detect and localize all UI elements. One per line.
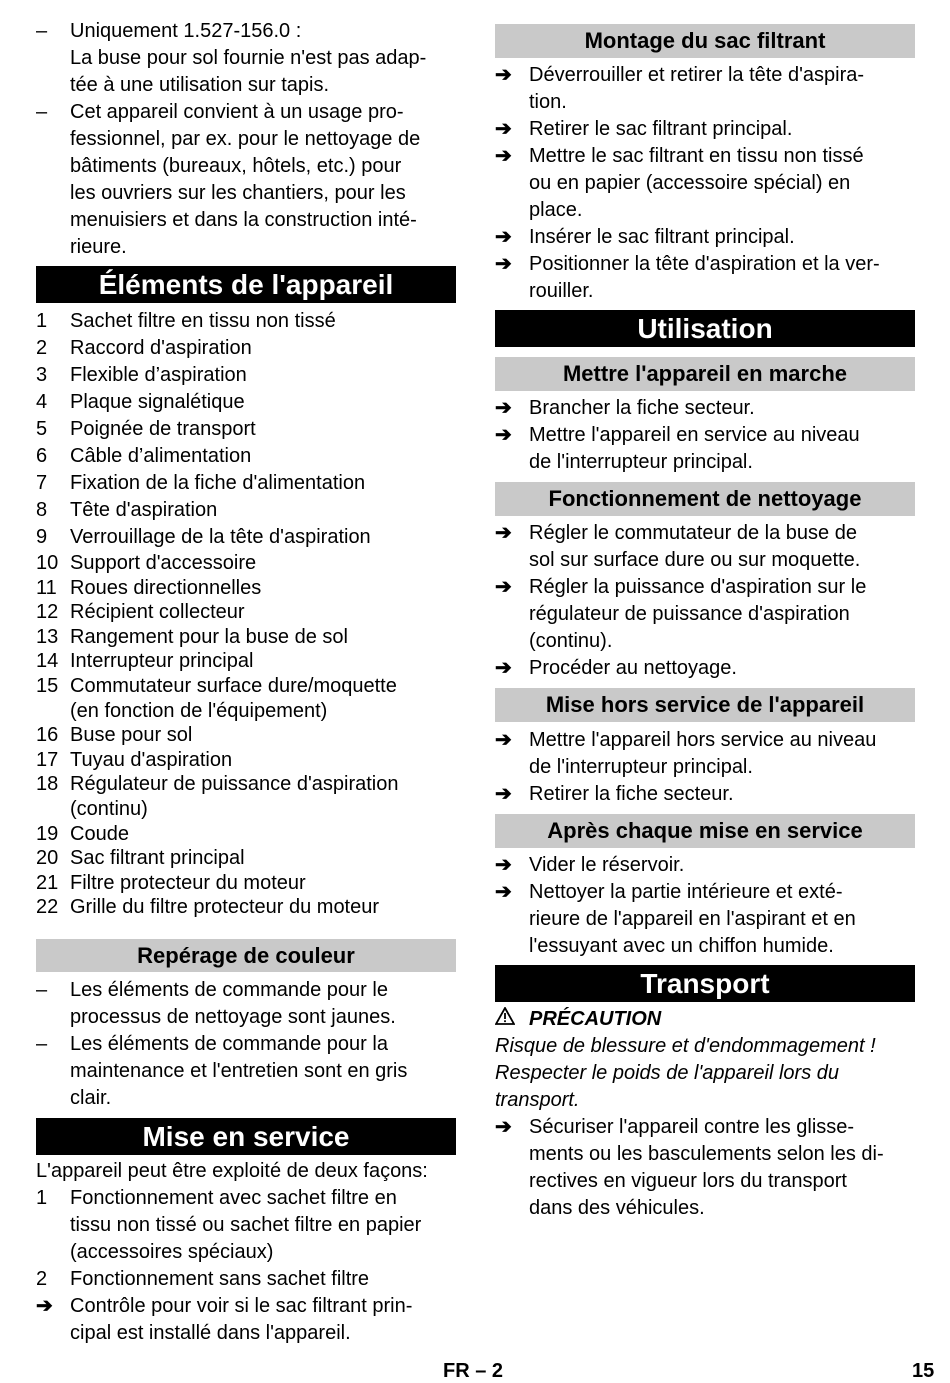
text-line: [36, 977, 456, 1004]
text-line: [495, 89, 915, 116]
text-line: [495, 278, 915, 305]
subsection-heading-hors: Mise hors service de l'appareil: [495, 688, 915, 722]
line-text: Procéder au nettoyage.: [529, 657, 737, 679]
subsection-heading-marche: Mettre l'appareil en marche: [495, 357, 915, 391]
text-line: [36, 153, 456, 180]
arrow-right-icon: ➔: [495, 424, 512, 446]
arrow-right-icon: ➔: [495, 729, 512, 751]
item-number: 13: [36, 625, 59, 648]
arrow-right-icon: ➔: [495, 118, 512, 140]
section-heading-utilisation: Utilisation: [495, 310, 915, 347]
line-text: Régler le commutateur de la buse de: [529, 522, 857, 544]
list-marker: –: [36, 979, 48, 1001]
text-line: [495, 170, 915, 197]
item-number: 20: [36, 847, 59, 870]
list-item: [36, 308, 456, 335]
list-item: [36, 625, 456, 650]
item-number: 18: [36, 773, 59, 796]
text-line: [36, 45, 456, 72]
text-line: [495, 224, 915, 251]
list-marker: –: [36, 1033, 48, 1055]
text-line: [495, 449, 915, 476]
item-number: 16: [36, 724, 59, 747]
text-line: [495, 601, 915, 628]
item-label: Commutateur surface dure/moquette: [70, 674, 397, 697]
list-item: [36, 797, 456, 822]
line-text: régulateur de puissance d'aspiration: [529, 603, 850, 625]
line-text: (accessoires spéciaux): [70, 1241, 274, 1263]
line-text: Mettre l'appareil en service au niveau: [529, 424, 860, 446]
item-number: 7: [36, 472, 48, 494]
arrow-right-icon: ➔: [495, 64, 512, 86]
text-line: [36, 180, 456, 207]
list-item: [36, 723, 456, 748]
line-text: Fonctionnement sans sachet filtre: [70, 1268, 370, 1290]
arrow-right-icon: ➔: [36, 1295, 53, 1317]
text-line: [36, 72, 456, 99]
item-number: 19: [36, 822, 59, 845]
line-text: Insérer le sac filtrant principal.: [529, 226, 795, 248]
item-label: (continu): [70, 797, 148, 820]
item-label: Grille du filtre protecteur du moteur: [70, 896, 380, 919]
list-item: [36, 443, 456, 470]
text-line: [495, 116, 915, 143]
arrow-right-icon: ➔: [495, 576, 512, 598]
subsection-heading-montage: Montage du sac filtrant: [495, 24, 915, 58]
item-label: Tuyau d'aspiration: [70, 748, 233, 771]
section-heading-transport: Transport: [495, 965, 915, 1002]
text-line: [36, 1266, 456, 1293]
text-line: [495, 879, 915, 906]
line-text: (continu).: [529, 630, 613, 652]
color-list: [36, 977, 456, 1112]
line-text: rieure de l'appareil en l'aspirant et en: [529, 908, 856, 930]
line-text: cipal est installé dans l'appareil.: [70, 1322, 351, 1344]
item-number: 15: [36, 674, 59, 697]
line-text: tion.: [529, 91, 567, 113]
line-text: rouiller.: [529, 280, 594, 302]
line-text: Régler la puissance d'aspiration sur le: [529, 576, 867, 598]
item-label: Flexible d’aspiration: [70, 364, 247, 386]
line-text: fessionnel, par ex. pour le nettoyage de: [70, 128, 421, 150]
text-line: [495, 1114, 915, 1141]
line-text: Brancher la fiche secteur.: [529, 397, 755, 419]
caution-title: [495, 1006, 915, 1033]
item-label: Support d'accessoire: [70, 552, 257, 574]
subsection-heading-apres: Après chaque mise en service: [495, 814, 915, 848]
line-text: ou en papier (accessoire spécial) en: [529, 172, 851, 194]
list-marker: 2: [36, 1268, 48, 1290]
item-number: 11: [36, 576, 57, 599]
line-text: La buse pour sol fournie n'est pas adap-: [70, 47, 427, 69]
text-line: [36, 1004, 456, 1031]
list-item: [36, 497, 456, 524]
arrow-right-icon: ➔: [495, 1116, 512, 1138]
text-line: [495, 574, 915, 601]
section-heading-elements: Éléments de l'appareil: [36, 266, 456, 303]
hors-list: [495, 727, 915, 808]
caution-label: PRÉCAUTION: [529, 1008, 662, 1030]
item-label: Sac filtrant principal: [70, 847, 245, 870]
line-text: menuisiers et dans la construction inté-: [70, 209, 417, 231]
text-line: [495, 655, 915, 682]
text-line: [495, 1141, 915, 1168]
item-number: 6: [36, 445, 48, 467]
item-label: Roues directionnelles: [70, 576, 262, 599]
line-text: Les éléments de commande pour la: [70, 1033, 388, 1055]
list-item: [36, 600, 456, 625]
arrow-right-icon: ➔: [495, 881, 512, 903]
item-label: Câble d’alimentation: [70, 445, 252, 467]
line-text: de l'interrupteur principal.: [529, 756, 753, 778]
arrow-right-icon: ➔: [495, 397, 512, 419]
text-line: [495, 62, 915, 89]
list-item: [36, 362, 456, 389]
transport-list: [495, 1114, 915, 1222]
text-line: [495, 781, 915, 808]
line-text: rieure.: [70, 236, 127, 258]
item-number: 2: [36, 337, 48, 359]
item-number: 4: [36, 391, 48, 413]
text-line: [36, 1320, 456, 1347]
text-line: [495, 628, 915, 655]
text-line: [495, 1195, 915, 1222]
line-text: clair.: [70, 1087, 112, 1109]
text-line: [36, 1185, 456, 1212]
subsection-heading-nettoyage: Fonctionnement de nettoyage: [495, 482, 915, 516]
item-label: Plaque signalétique: [70, 391, 245, 413]
list-item: [36, 576, 456, 601]
arrow-right-icon: ➔: [495, 226, 512, 248]
caution-text: [495, 1033, 915, 1114]
text-line: [495, 906, 915, 933]
arrow-right-icon: ➔: [495, 783, 512, 805]
item-number: 21: [36, 871, 59, 894]
service-intro: L'appareil peut être exploité de deux façons:: [36, 1160, 428, 1182]
item-label: Poignée de transport: [70, 418, 256, 440]
text-line: [36, 18, 456, 45]
line-text: Déverrouiller et retirer la tête d'aspira-: [529, 64, 865, 86]
item-number: 22: [36, 896, 59, 919]
list-item: [36, 389, 456, 416]
list-item: [36, 674, 456, 699]
item-number: 3: [36, 364, 48, 386]
line-text: Mettre l'appareil hors service au niveau: [529, 729, 877, 751]
line-text: les ouvriers sur les chantiers, pour les: [70, 182, 406, 204]
item-number: 8: [36, 499, 48, 521]
list-marker: –: [36, 20, 48, 42]
arrow-right-icon: ➔: [495, 253, 512, 275]
arrow-right-icon: ➔: [495, 657, 512, 679]
text-line: [36, 207, 456, 234]
footer-section: FR – 2: [443, 1360, 504, 1382]
list-item: [36, 649, 456, 674]
item-number: 17: [36, 748, 59, 771]
caution-line: Respecter le poids de l'appareil lors du: [495, 1062, 840, 1084]
text-line: [36, 1239, 456, 1266]
text-line: [36, 1212, 456, 1239]
list-item: [36, 335, 456, 362]
list-marker: –: [36, 101, 48, 123]
list-item: [36, 822, 456, 847]
line-text: processus de nettoyage sont jaunes.: [70, 1006, 396, 1028]
item-number: 1: [36, 310, 48, 332]
nettoyage-list: [495, 520, 915, 682]
elements-list: [36, 308, 456, 920]
item-label: Buse pour sol: [70, 724, 193, 747]
list-item: [36, 551, 456, 576]
caution-line: Risque de blessure et d'endommagement !: [495, 1035, 876, 1057]
item-label: Sachet filtre en tissu non tissé: [70, 310, 336, 332]
text-line: [36, 234, 456, 261]
page-number: 15: [912, 1360, 935, 1382]
item-label: Tête d'aspiration: [70, 499, 218, 521]
text-line: [36, 1058, 456, 1085]
item-label: (en fonction de l'équipement): [70, 699, 328, 722]
text-line: [36, 1031, 456, 1058]
line-text: l'essuyant avec un chiffon humide.: [529, 935, 834, 957]
text-line: [495, 852, 915, 879]
text-line: [495, 547, 915, 574]
list-item: [36, 416, 456, 443]
arrow-right-icon: ➔: [495, 854, 512, 876]
warning-triangle-icon: [495, 1006, 529, 1033]
list-item: [36, 895, 456, 920]
text-line: [36, 1085, 456, 1112]
line-text: Sécuriser l'appareil contre les glisse-: [529, 1116, 855, 1138]
text-line: [495, 251, 915, 278]
text-line: [36, 126, 456, 153]
line-text: ments ou les basculements selon les di-: [529, 1143, 884, 1165]
list-item: [36, 871, 456, 896]
line-text: sol sur surface dure ou sur moquette.: [529, 549, 861, 571]
service-list: [36, 1185, 456, 1347]
list-marker: 1: [36, 1187, 48, 1209]
intro-list: [36, 18, 456, 261]
item-number: 5: [36, 418, 48, 440]
item-number: 12: [36, 601, 59, 624]
line-text: dans des véhicules.: [529, 1197, 705, 1219]
item-number: 10: [36, 552, 59, 574]
item-label: Filtre protecteur du moteur: [70, 871, 306, 894]
text-line: [495, 197, 915, 224]
text-line: [495, 754, 915, 781]
list-item: [36, 699, 456, 724]
line-text: Fonctionnement avec sachet filtre en: [70, 1187, 397, 1209]
text-line: [495, 1168, 915, 1195]
line-text: Positionner la tête d'aspiration et la ver-: [529, 253, 880, 275]
section-heading-service: Mise en service: [36, 1118, 456, 1155]
line-text: de l'interrupteur principal.: [529, 451, 753, 473]
arrow-right-icon: ➔: [495, 522, 512, 544]
line-text: Retirer le sac filtrant principal.: [529, 118, 793, 140]
line-text: Uniquement 1.527-156.0 :: [70, 20, 302, 42]
item-label: Verrouillage de la tête d'aspiration: [70, 526, 371, 548]
text-line: [495, 727, 915, 754]
line-text: place.: [529, 199, 583, 221]
line-text: tissu non tissé ou sachet filtre en papier: [70, 1214, 422, 1236]
text-line: [36, 99, 456, 126]
item-label: Rangement pour la buse de sol: [70, 625, 348, 648]
line-text: Les éléments de commande pour le: [70, 979, 388, 1001]
line-text: maintenance et l'entretien sont en gris: [70, 1060, 408, 1082]
item-label: Récipient collecteur: [70, 601, 245, 624]
text-line: [495, 422, 915, 449]
list-item: [36, 846, 456, 871]
item-label: Fixation de la fiche d'alimentation: [70, 472, 366, 494]
marche-list: [495, 395, 915, 476]
line-text: tée à une utilisation sur tapis.: [70, 74, 330, 96]
item-label: Raccord d'aspiration: [70, 337, 252, 359]
text-line: [495, 395, 915, 422]
apres-list: [495, 852, 915, 960]
list-item: [36, 748, 456, 773]
arrow-right-icon: ➔: [495, 145, 512, 167]
item-label: Régulateur de puissance d'aspiration: [70, 773, 399, 796]
line-text: Mettre le sac filtrant en tissu non tissé: [529, 145, 864, 167]
list-item: [36, 524, 456, 551]
text-line: [495, 143, 915, 170]
caution-line: transport.: [495, 1089, 580, 1111]
item-label: Coude: [70, 822, 129, 845]
line-text: rectives en vigueur lors du transport: [529, 1170, 847, 1192]
list-item: [36, 470, 456, 497]
list-item: [36, 772, 456, 797]
line-text: bâtiments (bureaux, hôtels, etc.) pour: [70, 155, 402, 177]
line-text: Retirer la fiche secteur.: [529, 783, 734, 805]
text-line: [495, 520, 915, 547]
line-text: Nettoyer la partie intérieure et exté-: [529, 881, 843, 903]
text-line: [495, 933, 915, 960]
line-text: Cet appareil convient à un usage pro-: [70, 101, 404, 123]
item-label: Interrupteur principal: [70, 650, 254, 673]
item-number: 14: [36, 650, 59, 673]
montage-list: [495, 62, 915, 305]
item-number: 9: [36, 526, 48, 548]
subsection-heading-color: Repérage de couleur: [36, 939, 456, 972]
text-line: [36, 1293, 456, 1320]
line-text: Vider le réservoir.: [529, 854, 685, 876]
line-text: Contrôle pour voir si le sac filtrant prin-: [70, 1295, 413, 1317]
